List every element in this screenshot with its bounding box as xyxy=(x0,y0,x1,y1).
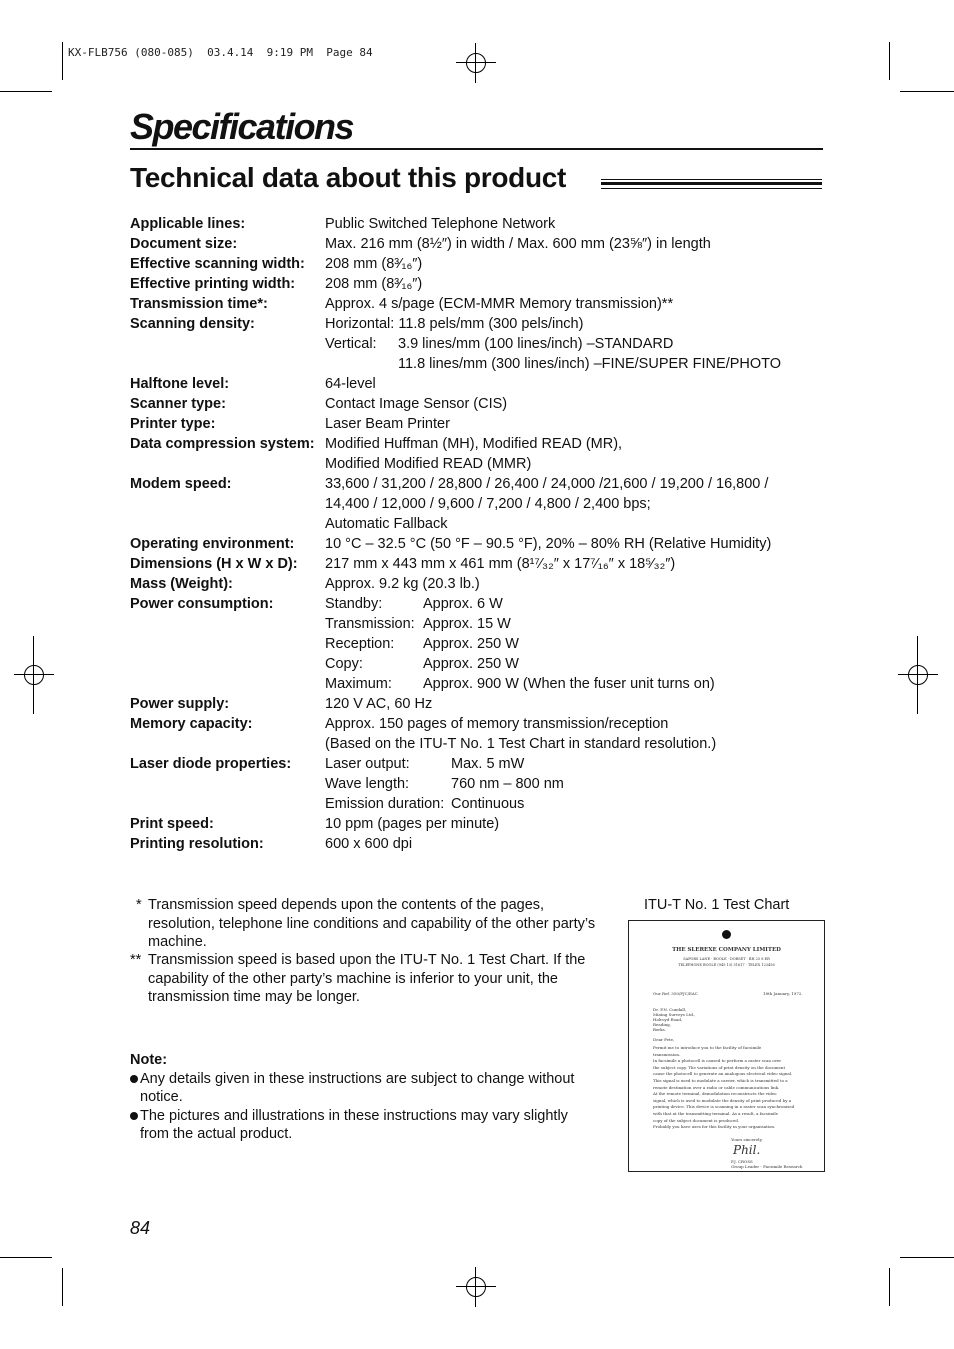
footnote-marker: * xyxy=(136,897,142,913)
crop-mark xyxy=(889,42,890,80)
spec-row xyxy=(130,234,830,254)
spec-row xyxy=(130,374,830,394)
power-row xyxy=(325,654,519,674)
crop-mark xyxy=(900,91,954,92)
chart-body-line: remote destination over a radio or cable communications link. xyxy=(653,1084,780,1090)
chart-body-line: transmission. xyxy=(653,1051,681,1057)
spec-label: Operating environment: xyxy=(130,536,295,552)
chart-body-line: At the remote terminal, demodulation reconstructs the video xyxy=(653,1091,777,1097)
scanning-vertical-standard: 3.9 lines/mm (100 lines/inch) –STANDARD xyxy=(398,336,674,352)
scanning-vertical-fine: 11.8 lines/mm (300 lines/inch) –FINE/SUPER FINE/PHOTO xyxy=(398,356,782,372)
chart-body-line: Permit me to introduce you to the facility of facsimile xyxy=(653,1045,762,1050)
laser-row xyxy=(325,774,564,794)
spec-row xyxy=(130,834,830,854)
power-row xyxy=(325,594,503,614)
spec-value: (Based on the ITU-T No. 1 Test Chart in standard resolution.) xyxy=(325,736,717,752)
spec-row xyxy=(130,474,830,494)
spec-value: Max. 216 mm (8½″) in width / Max. 600 mm (23⅝″) in length xyxy=(325,236,711,252)
laser-value: Continuous xyxy=(451,796,525,812)
bullet-icon xyxy=(130,1112,138,1120)
chart-signer: P.J. CROSS xyxy=(731,1159,753,1164)
registration-tick xyxy=(33,636,34,714)
footnote-text: Transmission speed is based upon the ITU-T No. 1 Test Chart. If the capability of the other party’s machine is inferior to your unit, the transmission time may be longer. xyxy=(148,952,586,1005)
spec-label: Scanning density: xyxy=(130,316,255,332)
footnote-text: Transmission speed depends upon the contents of the pages, resolution, telephone line conditions and capability of the other party’s machine. xyxy=(148,897,596,950)
company-logo-icon xyxy=(722,930,731,939)
laser-value: Max. 5 mW xyxy=(451,756,525,772)
spec-row xyxy=(130,574,830,594)
chart-date: 18th January, 1972. xyxy=(763,991,803,996)
chart-body-line: signal, which is used to modulate the density of print produced by a xyxy=(653,1097,792,1103)
crop-mark xyxy=(62,42,63,80)
chart-recipient-line: Dr. P.N. Cundall, xyxy=(653,1007,687,1012)
spec-value: 33,600 / 31,200 / 28,800 / 26,400 / 24,000 /21,600 / 19,200 / 16,800 / xyxy=(325,476,769,492)
spec-row xyxy=(130,714,830,734)
spec-value: 14,400 / 12,000 / 9,600 / 7,200 / 4,800 / 2,400 bps; xyxy=(325,496,651,512)
crop-mark xyxy=(0,91,52,92)
print-info: KX-FLB756 (080-085) 03.4.14 9:19 PM Page 84 xyxy=(68,46,373,59)
power-label: Copy: xyxy=(325,656,363,672)
crop-mark xyxy=(900,1257,954,1258)
chart-body-line: In facsimile a photocell is caused to perform a raster scan over xyxy=(653,1058,782,1064)
spec-value: Laser Beam Printer xyxy=(325,416,450,432)
spec-row xyxy=(130,214,830,234)
spec-label: Printing resolution: xyxy=(130,836,264,852)
spec-value: Horizontal: 11.8 pels/mm (300 pels/inch) xyxy=(325,316,584,332)
crop-mark xyxy=(889,1268,890,1306)
chart-ref: Our Ref. 350/PJC/EAC xyxy=(653,991,698,996)
chart-recipient-line: Reading, xyxy=(653,1022,672,1027)
spec-label: Transmission time*: xyxy=(130,296,268,312)
spec-row xyxy=(130,314,830,334)
spec-value: Public Switched Telephone Network xyxy=(325,216,556,232)
bullet-icon xyxy=(130,1075,138,1083)
chart-body-line: This signal is used to modulate a carrier, which is transmitted to a xyxy=(653,1078,788,1083)
spec-value: Contact Image Sensor (CIS) xyxy=(325,396,508,412)
spec-value: Modified Huffman (MH), Modified READ (MR), xyxy=(325,436,623,452)
spec-label: Laser diode properties: xyxy=(130,756,292,772)
spec-value: Automatic Fallback xyxy=(325,516,448,532)
test-chart-image xyxy=(628,920,825,1172)
laser-row xyxy=(325,794,525,814)
laser-label: Wave length: xyxy=(325,776,410,792)
subtitle-rule xyxy=(601,179,822,190)
power-label: Maximum: xyxy=(325,676,392,692)
spec-value: 120 V AC, 60 Hz xyxy=(325,696,433,712)
spec-label: Printer type: xyxy=(130,416,216,432)
spec-row xyxy=(130,274,830,294)
spec-row xyxy=(130,294,830,314)
registration-mark-icon xyxy=(456,1267,496,1307)
chart-signature: Phil. xyxy=(733,1143,761,1157)
spec-value: 217 mm x 443 mm x 461 mm (8¹⁷⁄₃₂″ x 17⁷⁄₁₆″ x 18⁵⁄₃₂″) xyxy=(325,556,676,572)
spec-label: Mass (Weight): xyxy=(130,576,233,592)
footnotes xyxy=(130,896,605,1011)
spec-row xyxy=(130,734,830,754)
power-label: Standby: xyxy=(325,596,383,612)
note-item xyxy=(130,1107,590,1144)
chart-body-line: cause the photocell to generate an analogous electrical video signal. xyxy=(653,1071,793,1077)
chart-body-line: copy of the subject document is produced. xyxy=(653,1117,740,1123)
power-row xyxy=(325,614,511,634)
spec-value: 64-level xyxy=(325,376,376,392)
power-label: Reception: xyxy=(325,636,395,652)
chart-recipient-line: Mining Surveys Ltd., xyxy=(653,1012,696,1017)
spec-label: Effective scanning width: xyxy=(130,256,305,272)
chart-body-line: the subject copy. The variations of print density on the document xyxy=(653,1064,786,1070)
chart-body-line: with that at the transmitting terminal. As a result, a facsimile xyxy=(653,1111,778,1116)
crop-mark xyxy=(0,1257,52,1258)
power-row xyxy=(325,634,519,654)
chart-recipient-line: Holroyd Road, xyxy=(653,1017,683,1022)
footnote-2 xyxy=(130,951,605,1007)
spec-value: 600 x 600 dpi xyxy=(325,836,413,852)
spec-row xyxy=(130,554,830,574)
spec-table xyxy=(130,214,830,854)
chart-company: THE SLEREXE COMPANY LIMITED xyxy=(672,947,781,953)
spec-row xyxy=(130,414,830,434)
title-rule xyxy=(130,148,823,150)
power-value: Approx. 900 W (When the fuser unit turns on) xyxy=(423,676,715,692)
power-value: Approx. 250 W xyxy=(423,656,519,672)
registration-mark-icon xyxy=(456,43,496,83)
spec-row xyxy=(130,434,830,454)
spec-value: Modified Modified READ (MMR) xyxy=(325,456,532,472)
power-value: Approx. 6 W xyxy=(423,596,503,612)
laser-label: Laser output: xyxy=(325,756,410,772)
laser-value: 760 nm – 800 nm xyxy=(451,776,564,792)
power-label: Transmission: xyxy=(325,616,415,632)
spec-row xyxy=(130,694,830,714)
crop-mark xyxy=(62,1268,63,1306)
chart-recipient-line: Berks. xyxy=(653,1027,666,1032)
chart-closing: Yours sincerely, xyxy=(731,1137,763,1142)
note-block xyxy=(130,1051,590,1151)
spec-label: Effective printing width: xyxy=(130,276,296,292)
spec-label: Halftone level: xyxy=(130,376,230,392)
spec-label: Dimensions (H x W x D): xyxy=(130,556,298,572)
chart-body-line: printing device. This device is scanning in a raster scan synchronised xyxy=(653,1104,795,1110)
test-chart-caption: ITU-T No. 1 Test Chart xyxy=(644,897,790,913)
note-heading: Note: xyxy=(130,1052,168,1068)
note-item xyxy=(130,1070,590,1107)
spec-row xyxy=(130,534,830,554)
page-title: Specifications xyxy=(130,106,354,147)
footnote-marker: ** xyxy=(130,952,142,968)
spec-label: Power supply: xyxy=(130,696,230,712)
laser-row xyxy=(325,754,525,774)
note-item-text: The pictures and illustrations in these instructions may vary slightly from the actual product. xyxy=(140,1107,568,1142)
spec-label: Modem speed: xyxy=(130,476,232,492)
spec-value: Approx. 150 pages of memory transmission/reception xyxy=(325,716,669,732)
spec-row xyxy=(130,394,830,414)
scanning-vertical xyxy=(325,334,674,354)
spec-label: Data compression system: xyxy=(130,436,315,452)
spec-value: 208 mm (8³⁄₁₆″) xyxy=(325,276,423,292)
chart-phone: TELEPHONE BOOLE (945 13) 51617 · TELEX 123456 xyxy=(678,963,775,967)
power-value: Approx. 15 W xyxy=(423,616,511,632)
spec-row xyxy=(130,254,830,274)
spec-label: Power consumption: xyxy=(130,596,274,612)
spec-value: Approx. 4 s/page (ECM-MMR Memory transmission)** xyxy=(325,296,674,312)
page-number: 84 xyxy=(130,1218,151,1238)
registration-tick xyxy=(917,636,918,714)
footnote-1 xyxy=(130,896,605,952)
registration-mark-icon xyxy=(14,655,54,695)
power-value: Approx. 250 W xyxy=(423,636,519,652)
spec-label: Print speed: xyxy=(130,816,214,832)
spec-value: Approx. 9.2 kg (20.3 lb.) xyxy=(325,576,480,592)
spec-label: Memory capacity: xyxy=(130,716,253,732)
laser-label: Emission duration: xyxy=(325,796,445,812)
spec-label: Document size: xyxy=(130,236,238,252)
chart-address: SAPORS LANE · BOOLE · DORSET · BH 25 8 ER xyxy=(683,957,770,961)
chart-signer-title: Group Leader - Facsimile Research xyxy=(731,1164,803,1169)
spec-row xyxy=(130,814,830,834)
chart-salutation: Dear Pete, xyxy=(653,1037,675,1042)
spec-value: 208 mm (8³⁄₁₆″) xyxy=(325,256,423,272)
power-row xyxy=(325,674,715,694)
spec-label: Applicable lines: xyxy=(130,216,246,232)
scanning-vertical-label: Vertical: xyxy=(325,336,377,352)
spec-row xyxy=(130,454,830,474)
section-subtitle: Technical data about this product xyxy=(130,162,567,193)
spec-value: 10 ppm (pages per minute) xyxy=(325,816,500,832)
note-item-text: Any details given in these instructions are subject to change without notice. xyxy=(140,1070,575,1105)
chart-body-line: Probably you have uses for this facility in your organisation. xyxy=(653,1124,776,1130)
spec-value: 10 °C – 32.5 °C (50 °F – 90.5 °F), 20% – 80% RH (Relative Humidity) xyxy=(325,536,772,552)
spec-label: Scanner type: xyxy=(130,396,226,412)
registration-mark-icon xyxy=(898,655,938,695)
spec-row xyxy=(130,514,830,534)
spec-row xyxy=(130,494,830,514)
